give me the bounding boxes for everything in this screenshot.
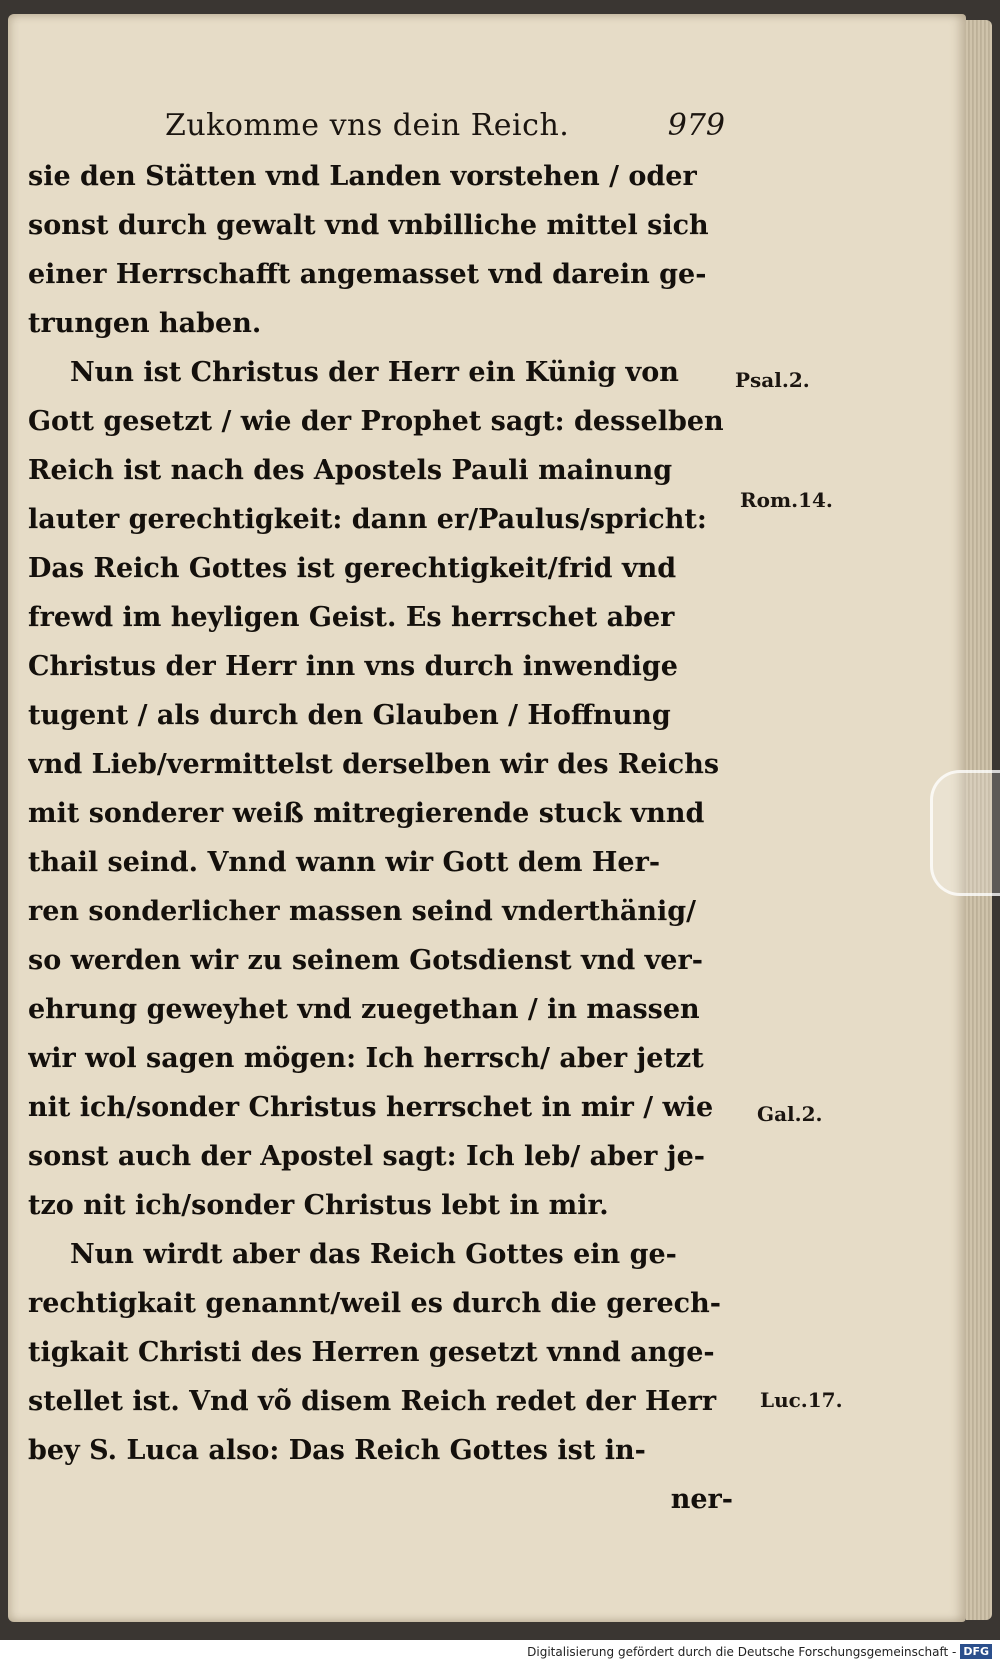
- text-line: sie den Stätten vnd Landen vorstehen / oder: [28, 161, 697, 192]
- text-line: bey S. Luca also: Das Reich Gottes ist in-: [28, 1435, 646, 1466]
- footer-credit: Digitalisierung gefördert durch die Deutsche Forschungsgemeinschaft -: [527, 1644, 957, 1659]
- running-title: Zukomme vns dein Reich.: [165, 108, 570, 143]
- page-clip: [930, 770, 1000, 896]
- text-line: trungen haben.: [28, 308, 262, 339]
- text-line: sonst auch der Apostel sagt: Ich leb/ aber je-: [28, 1141, 705, 1172]
- dfg-logo: DFG: [960, 1644, 992, 1659]
- text-line: ehrung geweyhet vnd zuegethan / in massen: [28, 994, 700, 1025]
- text-line: einer Herrschafft angemasset vnd darein ge-: [28, 259, 707, 290]
- catchword: ner-: [670, 1484, 733, 1515]
- text-line: sonst durch gewalt vnd vnbilliche mittel sich: [28, 210, 709, 241]
- text-line: Christus der Herr inn vns durch inwendige: [28, 651, 678, 682]
- text-line: frewd im heyligen Geist. Es herrschet aber: [28, 602, 675, 633]
- margin-note-galatians: Gal.2.: [757, 1102, 823, 1126]
- margin-note-luke: Luc.17.: [760, 1388, 843, 1412]
- text-line: stellet ist. Vnd võ disem Reich redet der Herr: [28, 1386, 717, 1417]
- text-line: tzo nit ich/sonder Christus lebt in mir.: [28, 1190, 609, 1221]
- text-line: nit ich/sonder Christus herrschet in mir / wie: [28, 1092, 714, 1123]
- digitization-footer: [0, 1640, 1000, 1663]
- margin-note-romans: Rom.14.: [740, 488, 833, 512]
- text-line: Reich ist nach des Apostels Pauli mainung: [28, 455, 673, 486]
- text-line: mit sonderer weiß mitregierende stuck vnnd: [28, 798, 705, 829]
- text-line: thail seind. Vnnd wann wir Gott dem Her-: [28, 847, 661, 878]
- margin-note-psalm: Psal.2.: [735, 368, 810, 392]
- text-line: Nun ist Christus der Herr ein Künig von: [70, 357, 679, 388]
- text-line: Das Reich Gottes ist gerechtigkeit/frid vnd: [28, 553, 677, 584]
- page-header: [165, 108, 725, 152]
- page-number: 979: [667, 108, 725, 143]
- text-line: ren sonderlicher massen seind vnderthänig/: [28, 896, 696, 927]
- text-line: Gott gesetzt / wie der Prophet sagt: desselben: [28, 406, 724, 437]
- text-line: vnd Lieb/vermittelst derselben wir des Reichs: [28, 749, 720, 780]
- body-text: [28, 152, 733, 1524]
- text-line: so werden wir zu seinem Gotsdienst vnd ver-: [28, 945, 703, 976]
- text-line: tigkait Christi des Herren gesetzt vnnd ange-: [28, 1337, 715, 1368]
- text-line: wir wol sagen mögen: Ich herrsch/ aber jetzt: [28, 1043, 704, 1074]
- text-line: rechtigkait genannt/weil es durch die gerech-: [28, 1288, 721, 1319]
- text-line: Nun wirdt aber das Reich Gottes ein ge-: [70, 1239, 677, 1270]
- text-line: tugent / als durch den Glauben / Hoffnung: [28, 700, 671, 731]
- text-line: lauter gerechtigkeit: dann er/Paulus/spricht:: [28, 504, 707, 535]
